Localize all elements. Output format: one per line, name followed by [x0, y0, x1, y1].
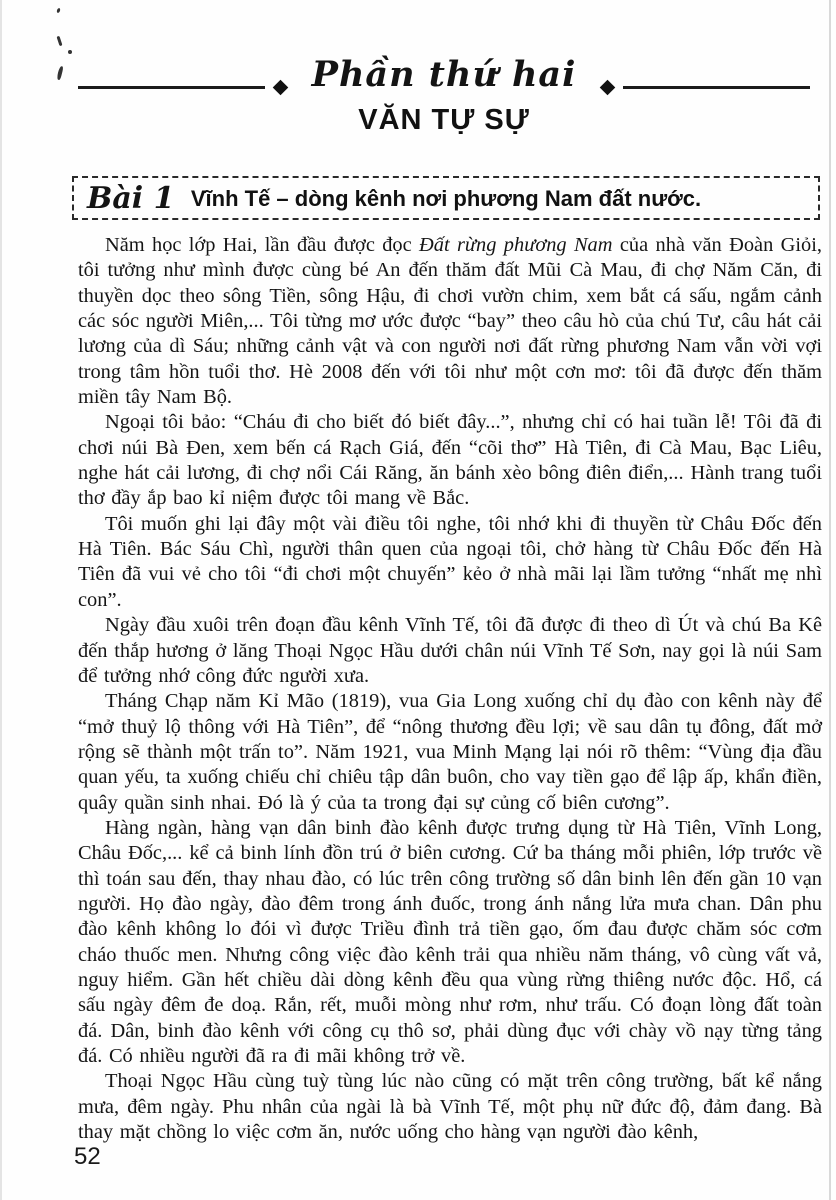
- paragraph-4: Ngày đầu xuôi trên đoạn đầu kênh Vĩnh Tế, tôi đã được đi theo dì Út và chú Ba Kê đến thắp hương ở lăng Thoại Ngọc Hầu dưới chân núi Vĩnh Tế Sơn, nay gọi là núi Sam để tưởng nhớ công đức người xưa.: [78, 614, 822, 687]
- book-title-italic: Đất rừng phương Nam: [419, 234, 613, 256]
- scan-artifact: [68, 50, 72, 54]
- lesson-number-label: Bài 1: [87, 181, 175, 216]
- page-right-edge-shadow: [829, 0, 831, 1200]
- diamond-ornament-icon: [600, 79, 616, 95]
- paragraph-1-post: của nhà văn Đoàn Giỏi, tôi tưởng như mình được cùng bé An đến thăm đất Mũi Cà Mau, đi chợ Năm Căn, đi thuyền dọc theo sông Tiền, sông Hậu, đi chơi vườn chim, xem bắt cá sấu, ngắm cảnh các sóc người Miên,... Tôi từng mơ ước được “bay” theo câu hò của chú Tư, câu hát cải lương của dì Sáu; những cảnh vật và con người nơi đất rừng phương Nam vẫn vời vợi trong tâm hồn tuổi thơ. Hè 2008 đến với tôi như một cơn mơ: tôi đã được đến thăm miền tây Nam Bộ.: [78, 234, 822, 409]
- paragraph-5: Tháng Chạp năm Kỉ Mão (1819), vua Gia Long xuống chỉ dụ đào con kênh này để “mở thuỷ lộ thông với Hà Tiên”, để “nông thương đều lợi; về sau dân tụ đông, đất mở rộng sẽ thành một trấn to”. Năm 1921, vua Minh Mạng lại nói rõ thêm: “Vùng địa đầu quan yếu, ta xuống chiếu chỉ chiêu tập dân buôn, cho vay tiền gạo để lập ấp, khẩn điền, quây quần sinh nhai. Đó là ý của ta trong đại sự củng cố biên cương”.: [78, 690, 822, 814]
- section-title: VĂN TỰ SỰ: [358, 104, 530, 136]
- part-header-rule-row: [78, 53, 810, 100]
- page-left-edge-shadow: [0, 0, 2, 1200]
- paragraph-1: [78, 233, 822, 410]
- scan-artifact: [57, 36, 63, 46]
- scan-artifact: [56, 8, 61, 14]
- page-number: 52: [74, 1143, 101, 1170]
- part-label: Phần thứ hai: [311, 53, 577, 95]
- scan-artifact: [56, 66, 63, 81]
- horizontal-rule-left: [78, 86, 265, 89]
- paragraph-7: Thoại Ngọc Hầu cùng tuỳ tùng lúc nào cũng có mặt trên công trường, bất kể nắng mưa, đêm ngày. Phu nhân của ngài là bà Vĩnh Tế, một phụ nữ đức độ, đảm đang. Bà thay mặt chồng lo việc cơm ăn, nước uống cho hàng vạn người đào kênh,: [78, 1070, 822, 1144]
- lesson-title: Vĩnh Tế – dòng kênh nơi phương Nam đất nước.: [190, 186, 702, 211]
- paragraph-2: Ngoại tôi bảo: “Cháu đi cho biết đó biết đây...”, nhưng chỉ có hai tuần lễ! Tôi đã đi chơi núi Bà Đen, xem bến cá Rạch Giá, đến “cõi thơ” Hà Tiên, đi Cà Mau, Bạc Liêu, nghe hát cải lương, đi chợ nổi Cái Răng, ăn bánh xèo bông điên điển,... Hành trang tuổi thơ đầy ắp bao kỉ niệm được tôi mang về Bắc.: [78, 411, 822, 510]
- lesson-title-box: [72, 176, 820, 220]
- diamond-ornament-icon: [272, 79, 288, 95]
- part-header: [78, 53, 810, 137]
- body-text: [78, 233, 822, 1145]
- paragraph-3: Tôi muốn ghi lại đây một vài điều tôi nghe, tôi nhớ khi đi thuyền từ Châu Đốc đến Hà Tiên. Bác Sáu Chì, người thân quen của ngoại tôi, chở hàng từ Châu Đốc đến Hà Tiên đã vui vẻ cho tôi “đi chơi một chuyến” kẻo ở nhà mãi lại lầm tưởng “nhất mẹ nhì con”.: [78, 512, 822, 611]
- horizontal-rule-right: [623, 86, 810, 89]
- paragraph-1-pre: Năm học lớp Hai, lần đầu được đọc: [105, 234, 420, 256]
- paragraph-6: Hàng ngàn, hàng vạn dân binh đào kênh được trưng dụng từ Hà Tiên, Vĩnh Long, Châu Đốc,... kể cả binh lính đồn trú ở biên cương. Cứ ba tháng mỗi phiên, lớp trước về thì toán sau đến, thay nhau đào, có lúc trên công trường số dân binh lên đến gần 10 vạn người. Họ đào ngày, đào đêm trong ánh đuốc, trong ánh nắng lửa mưa chan. Dân phu đào kênh không lo đói vì được Triều đình trả tiền gạo, ốm đau được chăm sóc cơm cháo thuốc men. Nhưng công việc đào kênh trải qua nhiều năm tháng, vô cùng vất vả, nguy hiểm. Gần hết chiều dài dòng kênh đều qua vùng rừng thiêng nước độc. Hổ, cá sấu ngày đêm đe doạ. Rắn, rết, muỗi mòng như rơm, như trấu. Có đoạn lòng đất toàn đá. Dân, binh đào kênh với công cụ thô sơ, phải dùng đục với chày vồ nạy từng tảng đá. Có nhiều người đã ra đi mãi không trở về.: [78, 816, 822, 1067]
